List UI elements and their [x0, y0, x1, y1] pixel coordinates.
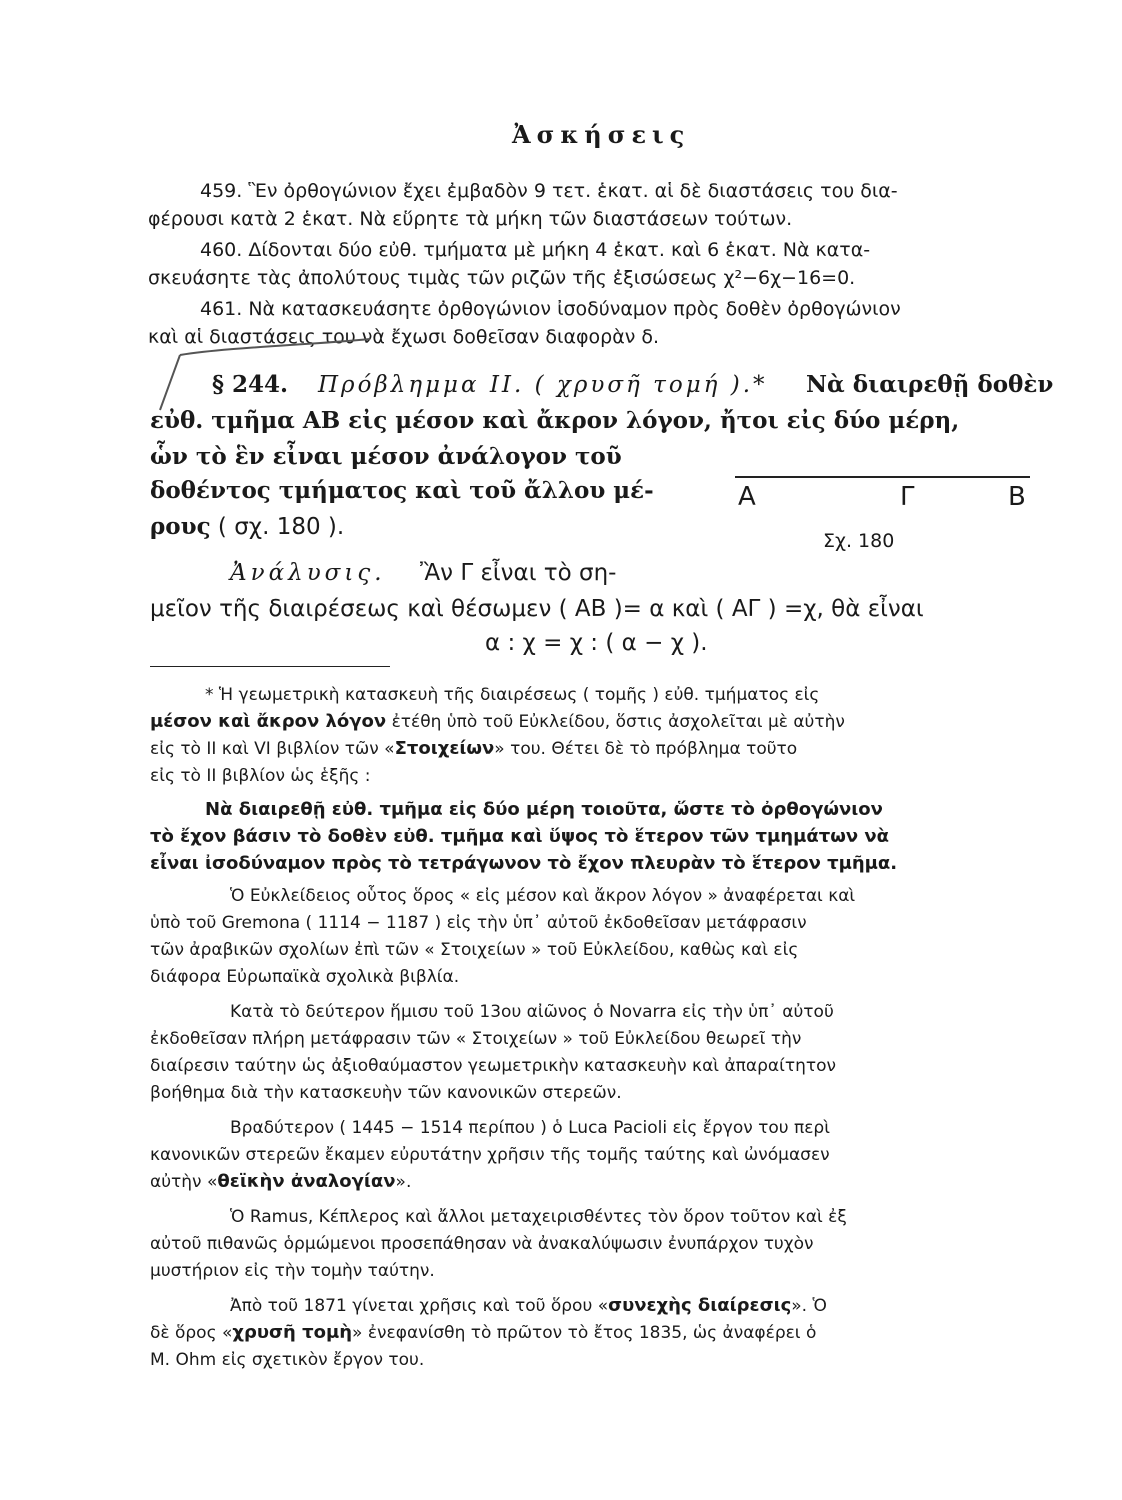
problem-statement-line-5: [150, 512, 344, 542]
history-p1-line-1: Ὁ Εὐκλείδειος οὗτος ὅρος « εἰς μέσον καὶ ἄκρον λόγον » ἀναφέρεται καὶ: [230, 886, 856, 906]
euclid-quote-line-1: Νὰ διαιρεθῇ εὐθ. τμῆμα εἰς δύο μέρη τοιοῦτα, ὥστε τὸ ὀρθογώνιον: [205, 799, 883, 820]
label-point-b: Β: [1008, 482, 1026, 512]
exercise-461-line-1: 461. Νὰ κατασκευάσητε ὀρθογώνιον ἰσοδύναμον πρὸς δοθὲν ὀρθογώνιον: [200, 298, 901, 320]
problem-statement-line-5-bold: ρους: [150, 513, 211, 540]
history-p2-line-3: διαίρεσιν ταύτην ὡς ἀξιοθαύμαστον γεωμετρικὴν κατασκευὴν καὶ ἀπαραίτητον: [150, 1056, 836, 1076]
footnote-line-3-a: εἰς τὸ ΙΙ καὶ VI βιβλίον τῶν «: [150, 739, 395, 759]
problem-statement-line-2: εὐθ. τμῆμα ΑΒ εἰς μέσον καὶ ἄκρον λόγον, ἤτοι εἰς δύο μέρη,: [150, 407, 960, 434]
section-title: Πρόβλημμα ΙΙ. ( χρυσῆ τομή ).*: [318, 372, 768, 398]
footnote-line-1: * Ἡ γεωμετρικὴ κατασκευὴ τῆς διαιρέσεως ( τομῆς ) εὐθ. τμήματος εἰς: [205, 685, 820, 705]
analysis-line-1: Ἂν Γ εἶναι τὸ ση-: [420, 560, 617, 586]
problem-statement-line-3: ὧν τὸ ἓν εἶναι μέσον ἀνάλογον τοῦ: [150, 443, 622, 470]
footnote-line-2: [150, 711, 845, 733]
footnote-line-2-text: ἐτέθη ὑπὸ τοῦ Εὐκλείδου, ὅστις ἀσχολεῖται μὲ αὐτὴν: [391, 712, 845, 732]
history-p1-line-2: ὑπὸ τοῦ Gremona ( 1114 − 1187 ) εἰς τὴν ὑπ᾽ αὐτοῦ ἐκδοθεῖσαν μετάφρασιν: [150, 913, 807, 933]
history-p4-line-1: Ὁ Ramus, Κέπλερος καὶ ἄλλοι μεταχειρισθέντες τὸν ὅρον τοῦτον καὶ ἐξ: [230, 1207, 847, 1227]
euclid-quote-line-2: τὸ ἔχον βάσιν τὸ δοθὲν εὐθ. τμῆμα καὶ ὕψος τὸ ἕτερον τῶν τμημάτων νὰ: [150, 826, 890, 847]
label-point-g: Γ: [900, 482, 915, 512]
exercise-459-line-1: 459. Ἓν ὀρθογώνιον ἔχει ἐμβαδὸν 9 τετ. ἑκατ. αἱ δὲ διαστάσεις του δια-: [200, 180, 898, 202]
history-p4-line-2: αὐτοῦ πιθανῶς ὁρμώμενοι προσεπάθησαν νὰ ἀνακαλύψωσιν ἐνυπάρχον τυχὸν: [150, 1234, 814, 1254]
history-p3-line-3: [150, 1171, 411, 1193]
history-p4-line-3: μυστήριον εἰς τὴν τομὴν ταύτην.: [150, 1261, 435, 1281]
golden-section-bold: χρυσῆ τομὴ: [232, 1322, 353, 1343]
analysis-label: Ἀνάλυσις.: [230, 560, 386, 586]
history-p3-line-3-b: ».: [395, 1172, 412, 1192]
history-p3-line-3-a: αὐτὴν «: [150, 1172, 218, 1192]
label-point-a: Α: [738, 482, 756, 512]
section-number-text: § 244.: [212, 371, 289, 398]
footnote-term-bold: μέσον καὶ ἄκρον λόγον: [150, 711, 387, 732]
segment-ab: [735, 476, 1030, 478]
footnote-line-3-b: » του. Θέτει δὲ τὸ πρόβλημα τοῦτο: [494, 739, 798, 759]
problem-statement-line-1: Νὰ διαιρεθῇ δοθὲν: [806, 371, 1054, 398]
history-p5-line-1: [230, 1295, 827, 1317]
section-number: [212, 370, 288, 400]
footnote-line-3: [150, 738, 797, 760]
footnote-separator: [150, 666, 390, 667]
footnote-elements-bold: Στοιχείων: [394, 738, 495, 759]
history-p5-line-2-a: δὲ ὅρος «: [150, 1323, 233, 1343]
history-p5-line-3: M. Ohm εἰς σχετικὸν ἔργον του.: [150, 1350, 425, 1370]
exercises-heading: Ἀσκήσεις: [512, 120, 691, 149]
exercise-459-line-2: φέρουσι κατὰ 2 ἑκατ. Νὰ εὕρητε τὰ μήκη τῶν διαστάσεων τούτων.: [148, 208, 793, 230]
history-p5-line-2-b: » ἐνεφανίσθη τὸ πρῶτον τὸ ἔτος 1835, ὡς ἀναφέρει ὁ: [352, 1323, 817, 1343]
history-p5-line-1-a: Ἀπὸ τοῦ 1871 γίνεται χρῆσις καὶ τοῦ ὅρου «: [230, 1296, 609, 1316]
exercise-460-line-2: σκευάσητε τὰς ἀπολύτους τιμὰς τῶν ριζῶν τῆς ἐξισώσεως χ²−6χ−16=0.: [148, 267, 856, 289]
analysis-equation: α : χ = χ : ( α − χ ).: [485, 630, 708, 656]
exercise-461-line-2: καὶ αἱ διαστάσεις του νὰ ἔχωσι δοθεῖσαν διαφορὰν δ.: [148, 326, 660, 348]
continuous-division-bold: συνεχὴς διαίρεσις: [608, 1295, 792, 1316]
history-p2-line-1: Κατὰ τὸ δεύτερον ἥμισυ τοῦ 13ου αἰῶνος ὁ Novarra εἰς τὴν ὑπ᾽ αὐτοῦ: [230, 1002, 834, 1022]
footnote-line-4: εἰς τὸ ΙΙ βιβλίον ὡς ἑξῆς :: [150, 766, 371, 786]
divine-proportion-bold: θεϊκὴν ἀναλογίαν: [217, 1171, 396, 1192]
history-p3-line-1: Βραδύτερον ( 1445 − 1514 περίπου ) ὁ Luca Pacioli εἰς ἔργον του περὶ: [230, 1118, 830, 1138]
history-p5-line-1-b: ». Ὁ: [791, 1296, 827, 1316]
analysis-line-2: μεῖον τῆς διαιρέσεως καὶ θέσωμεν ( ΑΒ )= α καὶ ( ΑΓ ) =χ, θὰ εἶναι: [150, 596, 924, 622]
history-p3-line-2: κανονικῶν στερεῶν ἔκαμεν εὐρυτάτην χρῆσιν τῆς τομῆς ταύτης καὶ ὠνόμασεν: [150, 1145, 830, 1165]
figure-caption: Σχ. 180: [823, 530, 895, 552]
exercise-460-line-1: 460. Δίδονται δύο εὐθ. τμήματα μὲ μήκη 4 ἑκατ. καὶ 6 ἑκατ. Νὰ κατα-: [200, 239, 871, 261]
history-p2-line-4: βοήθημα διὰ τὴν κατασκευὴν τῶν κανονικῶν στερεῶν.: [150, 1083, 622, 1103]
history-p1-line-3: τῶν ἀραβικῶν σχολίων ἐπὶ τῶν « Στοιχείων » τοῦ Εὐκλείδου, καθὼς καὶ εἰς: [150, 940, 799, 960]
figure-reference: ( σχ. 180 ).: [217, 514, 345, 540]
history-p1-line-4: διάφορα Εὐρωπαϊκὰ σχολικὰ βιβλία.: [150, 967, 460, 987]
history-p5-line-2: [150, 1322, 816, 1344]
history-p2-line-2: ἐκδοθεῖσαν πλήρη μετάφρασιν τῶν « Στοιχείων » τοῦ Εὐκλείδου θεωρεῖ τὴν: [150, 1029, 802, 1049]
problem-statement-line-4: δοθέντος τμήματος καὶ τοῦ ἄλλου μέ-: [150, 477, 654, 504]
euclid-quote-line-3: εἶναι ἰσοδύναμον πρὸς τὸ τετράγωνον τὸ ἔχον πλευρὰν τὸ ἕτερον τμῆμα.: [150, 853, 898, 874]
